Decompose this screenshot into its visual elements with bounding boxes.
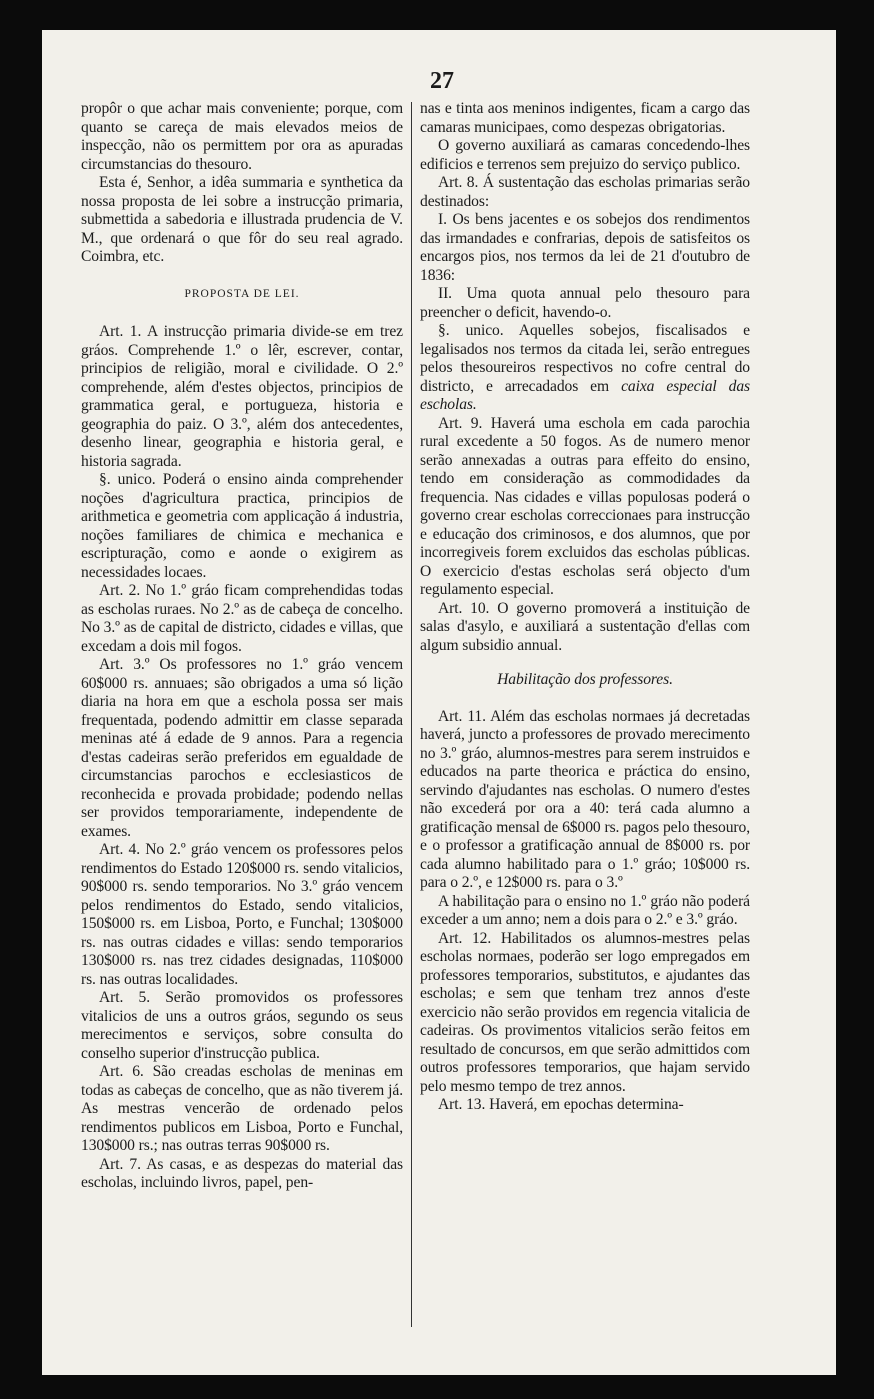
article-paragraph: Art. 13. Haverá, em epochas determina- xyxy=(438,1096,684,1113)
right-column xyxy=(420,100,750,1115)
left-column xyxy=(81,100,403,1193)
article-paragraph: O governo auxiliará as camaras concedendo-lhes edificios e terrenos sem prejuizo do serviço publico. xyxy=(420,137,750,173)
intro-paragraph: Esta é, Senhor, a idêa summaria e synthetica da nossa proposta de lei sobre a instrucção primaria, submettida a sabedoria e illustrada prudencia de V. M., que ordenará o que fôr do seu real agrado. Coimbra, etc. xyxy=(81,174,403,265)
article-paragraph: A habilitação para o ensino no 1.º gráo não poderá exceder a um anno; nem a dois para o 2.º e 3.º gráo. xyxy=(420,892,750,928)
intro-paragraph: propôr o que achar mais conveniente; porque, com quanto se careça de mais elevados meios de inspecção, não os permittem por ora as apuradas circumstancias do thesouro. xyxy=(81,100,403,173)
article-paragraph: I. Os bens jacentes e os sobejos dos rendimentos das irmandades e confrarias, depois de satisfeitos os encargos pios, nos termos da lei de 21 d'outubro de 1836: xyxy=(420,211,750,284)
article-paragraph: Art. 3.º Os professores no 1.º gráo vencem 60$000 rs. annuaes; são obrigados a uma só lição diaria na hora em que a eschola possa ser mais frequentada, podendo admittir em classe separada meninas até á edade de 9 annos. Para a regencia d'estas cadeiras serão preferidos em egualdade de circumstancias parochos e ecclesiasticos de reconhecida e provada probidade; podendo nellas ser providos temporariamente, independente de exames. xyxy=(81,656,403,840)
article-paragraph: Art. 1. A instrucção primaria divide-se em trez gráos. Comprehende 1.º o lêr, escrever, contar, principios de religião, moral e civilidade. O 2.º comprehende, além d'estes objectos, principios de grammatica geral, e portugueza, historia e geographia do paiz. O 3.º, além dos antecedentes, desenho linear, geographia e historia geral, e historia sagrada. xyxy=(81,323,403,470)
article-paragraph: Art. 7. As casas, e as despezas do material das escholas, incluindo livros, papel, pen- xyxy=(81,1155,403,1191)
article-paragraph: Art. 11. Além das escholas normaes já decretadas haverá, juncto a professores de provado merecimento no 3.º gráo, alumnos-mestres para serem instruidos e educados na parte theorica e práctica do ensino, servindo d'ajudantes nas escholas. O numero d'estes não excederá por ora a 40: terá cada alumno a gratificação mensal de 6$000 rs. pagos pelo thesouro, e o professor a gratificação annual de 8$000 rs. por cada alumno habilitado para o 1.º gráo; 10$000 rs. para o 2.º, e 12$000 rs. para o 3.º xyxy=(420,707,750,891)
column-divider xyxy=(411,102,412,1327)
article-paragraph: §. unico. Poderá o ensino ainda comprehender noções d'agricultura practica, principios de arithmetica e geometria com applicação á industria, noções familiares de chimica e mechanica e escripturação, como e aonde o exigirem as necessidades locaes. xyxy=(81,471,403,581)
article-paragraph: Art. 10. O governo promoverá a instituição de salas d'asylo, e auxiliará a sustentação d'ellas com algum subsidio annual. xyxy=(420,599,750,654)
page-number: 27 xyxy=(430,68,454,94)
article-paragraph: Art. 6. São creadas escholas de meninas em todas as cabeças de concelho, que as não tiverem já. As mestras vencerão de ordenado pelos rendimentos publicos em Lisboa, Porto e Funchal, 130$000 rs.; nas outras terras 90$000 rs. xyxy=(81,1063,403,1154)
para-unico-italic: caixa especial das escholas. xyxy=(420,377,750,413)
article-paragraph: Art. 2. No 1.º gráo ficam comprehendidas todas as escholas ruraes. No 2.º as de cabeça de concelho. No 3.º as de capital de districto, cidades e villas, que excedam a dois mil fogos. xyxy=(81,582,403,655)
article-paragraph: nas e tinta aos meninos indigentes, ficam a cargo das camaras municipaes, como despezas obrigatorias. xyxy=(420,100,750,136)
article-paragraph: Art. 5. Serão promovidos os professores vitalicios de uns a outros gráos, segundo os seus merecimentos e serviços, sobre consulta do conselho superior d'instrucção publica. xyxy=(81,989,403,1062)
article-paragraph xyxy=(420,322,750,415)
para-unico-text: §. unico. Aquelles sobejos, fiscalisados e legalisados nos termos da citada lei, serão entregues pelos thesoureiros respectivos no cofre central do districto, e arrecadados em xyxy=(420,322,750,395)
subheading: Habilitação dos professores. xyxy=(497,671,673,688)
article-paragraph: Art. 9. Haverá uma eschola em cada parochia rural excedente a 50 fogos. As de numero menor serão annexadas a outras para effeito do ensino, tendo em consideração as commodidades da frequencia. Nas cidades e villas populosas poderá o governo crear escholas correccionaes para instrucção e educação dos criminosos, e dos alumnos, que por incorregiveis forem excluidos das escholas públicas. O exercicio d'estas escholas será objecto d'um regulamento especial. xyxy=(420,414,750,598)
article-paragraph: Art. 12. Habilitados os alumnos-mestres pelas escholas normaes, poderão ser logo empregados em professores temporarios, substitutos, e ajudantes das escholas; e sem que tenham trez annos d'este exercicio não serão providos em regencia vitalicia de cadeiras. Os provimentos vitalicios serão feitos em resultado de concursos, em que serão admittidos com outros professores temporarios, que hajam servido pelo mesmo tempo de trez annos. xyxy=(420,929,750,1095)
document-page xyxy=(42,30,836,1375)
section-title: PROPOSTA DE LEI. xyxy=(184,287,300,300)
article-paragraph: II. Uma quota annual pelo thesouro para preencher o deficit, havendo-o. xyxy=(420,285,750,321)
article-paragraph: Art. 4. No 2.º gráo vencem os professores pelos rendimentos do Estado 120$000 rs. sendo vitalicios, 90$000 rs. sendo temporarios. No 3.º gráo vencem pelos rendimentos do Estado, sendo vitalicios, 150$000 rs. em Lisboa, Porto, e Funchal; 130$000 rs. nas outras cidades e villas: sendo temporarios 130$000 rs. nas trez cidades designadas, 110$000 rs. nas outras localidades. xyxy=(81,841,403,988)
article-paragraph: Art. 8. Á sustentação das escholas primarias serão destinados: xyxy=(420,174,750,210)
